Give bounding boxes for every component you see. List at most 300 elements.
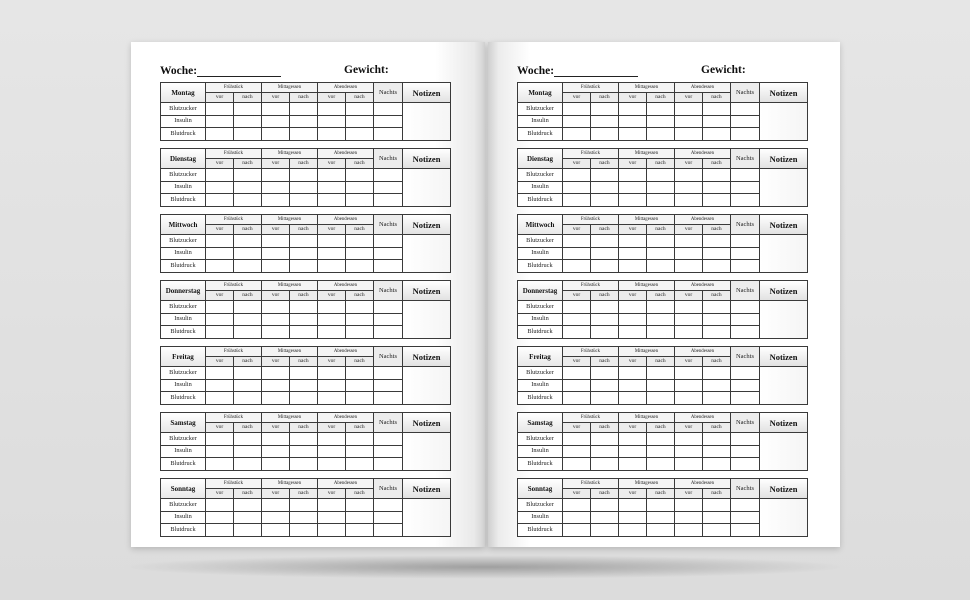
entry-cell[interactable]: [703, 313, 731, 325]
entry-cell[interactable]: [731, 499, 760, 511]
entry-cell[interactable]: [675, 115, 703, 127]
entry-cell[interactable]: [731, 367, 760, 379]
entry-cell[interactable]: [206, 511, 234, 523]
entry-cell[interactable]: [619, 247, 647, 259]
entry-cell[interactable]: [703, 458, 731, 470]
entry-cell[interactable]: [346, 392, 374, 404]
entry-cell[interactable]: [262, 260, 290, 272]
entry-cell[interactable]: [647, 181, 675, 193]
notes-area[interactable]: [403, 301, 450, 338]
entry-cell[interactable]: [262, 194, 290, 206]
entry-cell[interactable]: [619, 181, 647, 193]
entry-cell[interactable]: [290, 379, 318, 391]
entry-cell[interactable]: [591, 169, 619, 181]
entry-cell[interactable]: [675, 499, 703, 511]
entry-cell[interactable]: [563, 524, 591, 536]
entry-cell[interactable]: [346, 247, 374, 259]
entry-cell[interactable]: [675, 326, 703, 338]
entry-cell[interactable]: [563, 511, 591, 523]
entry-cell[interactable]: [234, 326, 262, 338]
entry-cell[interactable]: [374, 194, 403, 206]
entry-cell[interactable]: [346, 458, 374, 470]
entry-cell[interactable]: [647, 524, 675, 536]
entry-cell[interactable]: [619, 458, 647, 470]
entry-cell[interactable]: [563, 326, 591, 338]
entry-cell[interactable]: [206, 326, 234, 338]
entry-cell[interactable]: [731, 392, 760, 404]
entry-cell[interactable]: [731, 511, 760, 523]
entry-cell[interactable]: [563, 194, 591, 206]
entry-cell[interactable]: [234, 524, 262, 536]
entry-cell[interactable]: [234, 181, 262, 193]
entry-cell[interactable]: [262, 169, 290, 181]
entry-cell[interactable]: [619, 379, 647, 391]
entry-cell[interactable]: [647, 128, 675, 140]
entry-cell[interactable]: [318, 260, 346, 272]
entry-cell[interactable]: [731, 194, 760, 206]
notes-area[interactable]: [403, 499, 450, 536]
entry-cell[interactable]: [374, 445, 403, 457]
entry-cell[interactable]: [731, 260, 760, 272]
entry-cell[interactable]: [647, 392, 675, 404]
entry-cell[interactable]: [619, 499, 647, 511]
entry-cell[interactable]: [647, 445, 675, 457]
entry-cell[interactable]: [290, 313, 318, 325]
entry-cell[interactable]: [290, 169, 318, 181]
entry-cell[interactable]: [290, 524, 318, 536]
entry-cell[interactable]: [591, 181, 619, 193]
entry-cell[interactable]: [731, 169, 760, 181]
entry-cell[interactable]: [591, 379, 619, 391]
entry-cell[interactable]: [619, 194, 647, 206]
entry-cell[interactable]: [647, 103, 675, 115]
entry-cell[interactable]: [703, 433, 731, 445]
entry-cell[interactable]: [647, 260, 675, 272]
entry-cell[interactable]: [318, 499, 346, 511]
entry-cell[interactable]: [619, 433, 647, 445]
entry-cell[interactable]: [206, 313, 234, 325]
entry-cell[interactable]: [262, 433, 290, 445]
entry-cell[interactable]: [262, 301, 290, 313]
entry-cell[interactable]: [591, 194, 619, 206]
entry-cell[interactable]: [591, 499, 619, 511]
entry-cell[interactable]: [206, 524, 234, 536]
entry-cell[interactable]: [703, 103, 731, 115]
entry-cell[interactable]: [591, 235, 619, 247]
entry-cell[interactable]: [675, 247, 703, 259]
entry-cell[interactable]: [318, 458, 346, 470]
entry-cell[interactable]: [262, 128, 290, 140]
entry-cell[interactable]: [346, 103, 374, 115]
entry-cell[interactable]: [675, 367, 703, 379]
entry-cell[interactable]: [234, 301, 262, 313]
entry-cell[interactable]: [346, 128, 374, 140]
entry-cell[interactable]: [647, 235, 675, 247]
entry-cell[interactable]: [234, 433, 262, 445]
entry-cell[interactable]: [591, 247, 619, 259]
entry-cell[interactable]: [318, 169, 346, 181]
entry-cell[interactable]: [346, 313, 374, 325]
entry-cell[interactable]: [206, 458, 234, 470]
entry-cell[interactable]: [703, 392, 731, 404]
entry-cell[interactable]: [619, 235, 647, 247]
entry-cell[interactable]: [591, 433, 619, 445]
entry-cell[interactable]: [731, 181, 760, 193]
entry-cell[interactable]: [234, 499, 262, 511]
entry-cell[interactable]: [374, 103, 403, 115]
entry-cell[interactable]: [731, 326, 760, 338]
entry-cell[interactable]: [563, 379, 591, 391]
entry-cell[interactable]: [290, 511, 318, 523]
entry-cell[interactable]: [318, 392, 346, 404]
entry-cell[interactable]: [374, 301, 403, 313]
entry-cell[interactable]: [318, 511, 346, 523]
entry-cell[interactable]: [374, 128, 403, 140]
entry-cell[interactable]: [563, 301, 591, 313]
entry-cell[interactable]: [675, 128, 703, 140]
entry-cell[interactable]: [563, 115, 591, 127]
entry-cell[interactable]: [234, 313, 262, 325]
entry-cell[interactable]: [675, 235, 703, 247]
entry-cell[interactable]: [290, 326, 318, 338]
entry-cell[interactable]: [206, 194, 234, 206]
entry-cell[interactable]: [563, 247, 591, 259]
entry-cell[interactable]: [619, 445, 647, 457]
entry-cell[interactable]: [703, 379, 731, 391]
entry-cell[interactable]: [647, 367, 675, 379]
entry-cell[interactable]: [234, 458, 262, 470]
entry-cell[interactable]: [591, 524, 619, 536]
entry-cell[interactable]: [703, 511, 731, 523]
entry-cell[interactable]: [675, 392, 703, 404]
entry-cell[interactable]: [206, 181, 234, 193]
entry-cell[interactable]: [346, 260, 374, 272]
entry-cell[interactable]: [703, 194, 731, 206]
entry-cell[interactable]: [731, 379, 760, 391]
entry-cell[interactable]: [374, 499, 403, 511]
entry-cell[interactable]: [374, 260, 403, 272]
entry-cell[interactable]: [703, 169, 731, 181]
entry-cell[interactable]: [563, 313, 591, 325]
entry-cell[interactable]: [346, 115, 374, 127]
entry-cell[interactable]: [262, 103, 290, 115]
entry-cell[interactable]: [619, 511, 647, 523]
entry-cell[interactable]: [234, 115, 262, 127]
entry-cell[interactable]: [290, 194, 318, 206]
entry-cell[interactable]: [591, 128, 619, 140]
entry-cell[interactable]: [647, 326, 675, 338]
entry-cell[interactable]: [206, 499, 234, 511]
entry-cell[interactable]: [206, 128, 234, 140]
entry-cell[interactable]: [703, 235, 731, 247]
entry-cell[interactable]: [206, 301, 234, 313]
entry-cell[interactable]: [262, 181, 290, 193]
entry-cell[interactable]: [206, 115, 234, 127]
entry-cell[interactable]: [318, 194, 346, 206]
entry-cell[interactable]: [346, 367, 374, 379]
notes-area[interactable]: [760, 499, 807, 536]
notes-area[interactable]: [760, 301, 807, 338]
entry-cell[interactable]: [675, 433, 703, 445]
entry-cell[interactable]: [318, 524, 346, 536]
entry-cell[interactable]: [290, 235, 318, 247]
entry-cell[interactable]: [731, 103, 760, 115]
entry-cell[interactable]: [234, 128, 262, 140]
entry-cell[interactable]: [591, 458, 619, 470]
entry-cell[interactable]: [346, 181, 374, 193]
entry-cell[interactable]: [563, 392, 591, 404]
entry-cell[interactable]: [262, 115, 290, 127]
entry-cell[interactable]: [346, 524, 374, 536]
entry-cell[interactable]: [619, 326, 647, 338]
entry-cell[interactable]: [619, 169, 647, 181]
entry-cell[interactable]: [262, 235, 290, 247]
entry-cell[interactable]: [675, 103, 703, 115]
notes-area[interactable]: [760, 367, 807, 404]
entry-cell[interactable]: [675, 169, 703, 181]
entry-cell[interactable]: [563, 260, 591, 272]
entry-cell[interactable]: [703, 115, 731, 127]
notes-area[interactable]: [760, 103, 807, 140]
entry-cell[interactable]: [731, 458, 760, 470]
entry-cell[interactable]: [318, 313, 346, 325]
entry-cell[interactable]: [731, 301, 760, 313]
entry-cell[interactable]: [206, 433, 234, 445]
entry-cell[interactable]: [675, 524, 703, 536]
entry-cell[interactable]: [346, 379, 374, 391]
entry-cell[interactable]: [591, 301, 619, 313]
entry-cell[interactable]: [591, 511, 619, 523]
entry-cell[interactable]: [647, 194, 675, 206]
entry-cell[interactable]: [374, 511, 403, 523]
entry-cell[interactable]: [619, 260, 647, 272]
entry-cell[interactable]: [563, 367, 591, 379]
entry-cell[interactable]: [206, 367, 234, 379]
entry-cell[interactable]: [206, 445, 234, 457]
entry-cell[interactable]: [703, 260, 731, 272]
entry-cell[interactable]: [318, 181, 346, 193]
entry-cell[interactable]: [619, 103, 647, 115]
entry-cell[interactable]: [262, 458, 290, 470]
entry-cell[interactable]: [234, 169, 262, 181]
entry-cell[interactable]: [290, 301, 318, 313]
entry-cell[interactable]: [290, 115, 318, 127]
entry-cell[interactable]: [703, 524, 731, 536]
entry-cell[interactable]: [675, 511, 703, 523]
entry-cell[interactable]: [647, 499, 675, 511]
entry-cell[interactable]: [234, 511, 262, 523]
entry-cell[interactable]: [591, 103, 619, 115]
entry-cell[interactable]: [234, 392, 262, 404]
entry-cell[interactable]: [703, 181, 731, 193]
entry-cell[interactable]: [619, 392, 647, 404]
entry-cell[interactable]: [374, 326, 403, 338]
entry-cell[interactable]: [563, 458, 591, 470]
entry-cell[interactable]: [290, 458, 318, 470]
entry-cell[interactable]: [374, 392, 403, 404]
entry-cell[interactable]: [346, 499, 374, 511]
entry-cell[interactable]: [318, 433, 346, 445]
entry-cell[interactable]: [675, 181, 703, 193]
entry-cell[interactable]: [731, 313, 760, 325]
entry-cell[interactable]: [262, 367, 290, 379]
entry-cell[interactable]: [647, 247, 675, 259]
entry-cell[interactable]: [290, 181, 318, 193]
entry-cell[interactable]: [647, 301, 675, 313]
entry-cell[interactable]: [290, 128, 318, 140]
entry-cell[interactable]: [234, 235, 262, 247]
entry-cell[interactable]: [703, 128, 731, 140]
entry-cell[interactable]: [563, 181, 591, 193]
entry-cell[interactable]: [374, 313, 403, 325]
entry-cell[interactable]: [647, 511, 675, 523]
entry-cell[interactable]: [703, 499, 731, 511]
entry-cell[interactable]: [675, 445, 703, 457]
entry-cell[interactable]: [619, 313, 647, 325]
entry-cell[interactable]: [346, 194, 374, 206]
notes-area[interactable]: [760, 235, 807, 272]
entry-cell[interactable]: [675, 301, 703, 313]
entry-cell[interactable]: [731, 524, 760, 536]
entry-cell[interactable]: [346, 326, 374, 338]
entry-cell[interactable]: [318, 367, 346, 379]
entry-cell[interactable]: [346, 433, 374, 445]
entry-cell[interactable]: [647, 313, 675, 325]
entry-cell[interactable]: [206, 392, 234, 404]
entry-cell[interactable]: [346, 445, 374, 457]
entry-cell[interactable]: [318, 247, 346, 259]
entry-cell[interactable]: [374, 458, 403, 470]
entry-cell[interactable]: [647, 458, 675, 470]
entry-cell[interactable]: [647, 379, 675, 391]
entry-cell[interactable]: [591, 392, 619, 404]
entry-cell[interactable]: [563, 169, 591, 181]
entry-cell[interactable]: [619, 367, 647, 379]
entry-cell[interactable]: [619, 301, 647, 313]
entry-cell[interactable]: [703, 367, 731, 379]
entry-cell[interactable]: [234, 367, 262, 379]
entry-cell[interactable]: [563, 445, 591, 457]
entry-cell[interactable]: [731, 445, 760, 457]
entry-cell[interactable]: [262, 445, 290, 457]
entry-cell[interactable]: [731, 235, 760, 247]
notes-area[interactable]: [403, 169, 450, 206]
entry-cell[interactable]: [731, 115, 760, 127]
entry-cell[interactable]: [731, 433, 760, 445]
entry-cell[interactable]: [675, 194, 703, 206]
entry-cell[interactable]: [290, 392, 318, 404]
entry-cell[interactable]: [374, 115, 403, 127]
entry-cell[interactable]: [675, 458, 703, 470]
entry-cell[interactable]: [234, 445, 262, 457]
entry-cell[interactable]: [318, 128, 346, 140]
entry-cell[interactable]: [563, 499, 591, 511]
entry-cell[interactable]: [290, 367, 318, 379]
entry-cell[interactable]: [731, 247, 760, 259]
entry-cell[interactable]: [206, 260, 234, 272]
entry-cell[interactable]: [346, 511, 374, 523]
entry-cell[interactable]: [374, 524, 403, 536]
entry-cell[interactable]: [290, 103, 318, 115]
entry-cell[interactable]: [703, 301, 731, 313]
entry-cell[interactable]: [290, 499, 318, 511]
entry-cell[interactable]: [619, 524, 647, 536]
entry-cell[interactable]: [703, 445, 731, 457]
entry-cell[interactable]: [374, 247, 403, 259]
entry-cell[interactable]: [234, 194, 262, 206]
entry-cell[interactable]: [675, 260, 703, 272]
entry-cell[interactable]: [262, 499, 290, 511]
entry-cell[interactable]: [206, 247, 234, 259]
entry-cell[interactable]: [619, 115, 647, 127]
entry-cell[interactable]: [591, 115, 619, 127]
entry-cell[interactable]: [563, 128, 591, 140]
entry-cell[interactable]: [318, 379, 346, 391]
notes-area[interactable]: [403, 235, 450, 272]
entry-cell[interactable]: [262, 524, 290, 536]
entry-cell[interactable]: [206, 235, 234, 247]
entry-cell[interactable]: [563, 235, 591, 247]
entry-cell[interactable]: [262, 326, 290, 338]
notes-area[interactable]: [403, 103, 450, 140]
entry-cell[interactable]: [703, 326, 731, 338]
entry-cell[interactable]: [262, 379, 290, 391]
entry-cell[interactable]: [318, 115, 346, 127]
week-line[interactable]: [197, 64, 281, 77]
notes-area[interactable]: [403, 433, 450, 470]
entry-cell[interactable]: [374, 433, 403, 445]
entry-cell[interactable]: [318, 326, 346, 338]
entry-cell[interactable]: [318, 301, 346, 313]
entry-cell[interactable]: [647, 433, 675, 445]
entry-cell[interactable]: [262, 313, 290, 325]
entry-cell[interactable]: [206, 379, 234, 391]
entry-cell[interactable]: [234, 379, 262, 391]
entry-cell[interactable]: [290, 247, 318, 259]
entry-cell[interactable]: [234, 247, 262, 259]
entry-cell[interactable]: [262, 511, 290, 523]
entry-cell[interactable]: [591, 326, 619, 338]
entry-cell[interactable]: [318, 235, 346, 247]
entry-cell[interactable]: [619, 128, 647, 140]
entry-cell[interactable]: [647, 115, 675, 127]
entry-cell[interactable]: [374, 169, 403, 181]
entry-cell[interactable]: [374, 181, 403, 193]
entry-cell[interactable]: [591, 445, 619, 457]
entry-cell[interactable]: [290, 433, 318, 445]
entry-cell[interactable]: [563, 433, 591, 445]
entry-cell[interactable]: [318, 445, 346, 457]
entry-cell[interactable]: [262, 247, 290, 259]
entry-cell[interactable]: [290, 260, 318, 272]
entry-cell[interactable]: [647, 169, 675, 181]
entry-cell[interactable]: [346, 301, 374, 313]
week-line[interactable]: [554, 64, 638, 77]
entry-cell[interactable]: [374, 379, 403, 391]
entry-cell[interactable]: [374, 235, 403, 247]
entry-cell[interactable]: [731, 128, 760, 140]
entry-cell[interactable]: [346, 169, 374, 181]
entry-cell[interactable]: [234, 103, 262, 115]
entry-cell[interactable]: [675, 379, 703, 391]
entry-cell[interactable]: [675, 313, 703, 325]
entry-cell[interactable]: [374, 367, 403, 379]
entry-cell[interactable]: [290, 445, 318, 457]
entry-cell[interactable]: [262, 392, 290, 404]
entry-cell[interactable]: [591, 367, 619, 379]
entry-cell[interactable]: [206, 103, 234, 115]
entry-cell[interactable]: [591, 313, 619, 325]
